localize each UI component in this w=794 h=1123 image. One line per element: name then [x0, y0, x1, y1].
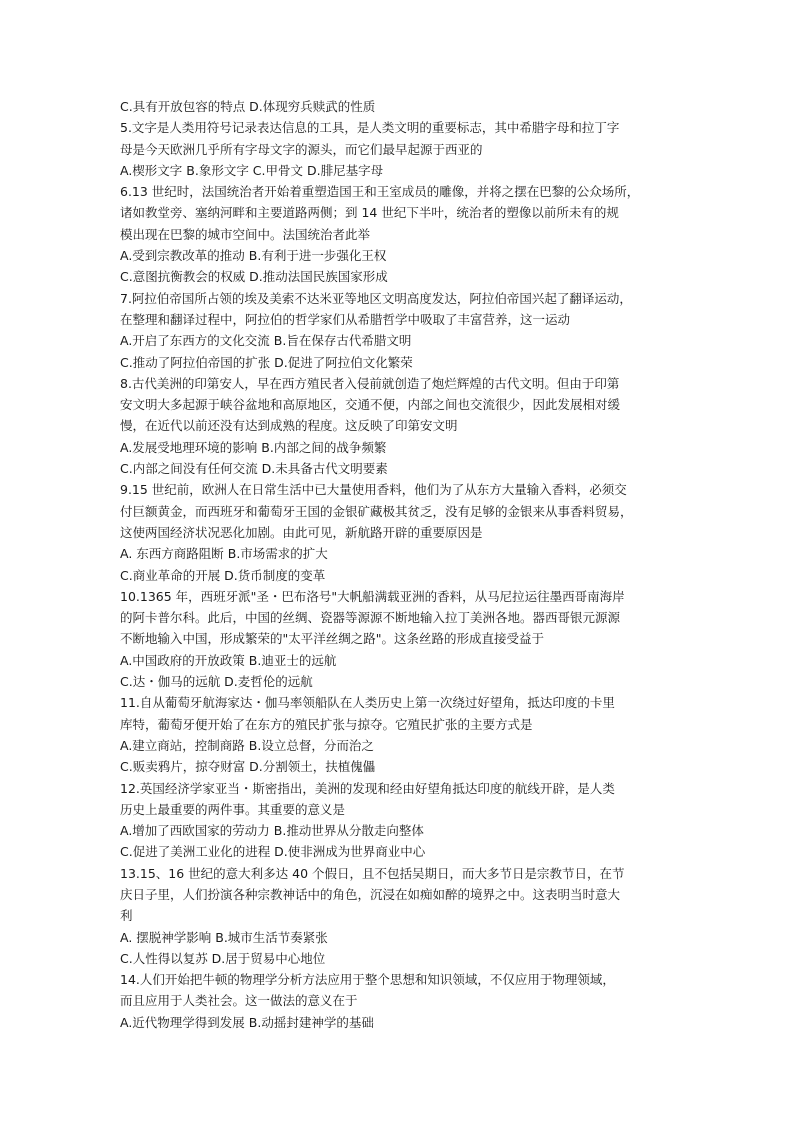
- question-9-options: C.商业革命的开展 D.货币制度的变革: [120, 567, 326, 583]
- text-line: 利: [120, 908, 133, 924]
- text-line: 付巨额黄金，而西班牙和葡萄牙王国的金银矿藏极其贫乏，没有足够的金银来从事香料贸易，: [120, 503, 633, 519]
- question-14-options: A.近代物理学得到发展 B.动摇封建神学的基础: [120, 1014, 374, 1030]
- text-line: 在整理和翻译过程中，阿拉伯的哲学家们从希腊哲学中吸取了丰富营养，这一运动: [120, 311, 571, 327]
- question-11-options: C.贩卖鸦片，掠夺财富 D.分割领土，扶植傀儡: [120, 759, 376, 775]
- text-line: 安文明大多起源于峡谷盆地和高原地区，交通不便，内部之间也交流很少，因此发展相对缓: [120, 397, 621, 413]
- question-13-options: C.人性得以复苏 D.居于贸易中心地位: [120, 950, 326, 966]
- question-6-options: C.意图抗衡教会的权威 D.推动法国民族国家形成: [120, 269, 388, 285]
- text-line: 慢，在近代以前还没有达到成熟的程度。这反映了印第安文明: [120, 418, 458, 434]
- question-10-options: C.达・伽马的远航 D.麦哲伦的远航: [120, 674, 313, 690]
- question-13-options: A. 摆脱神学影响 B.城市生活节奏紧张: [120, 929, 328, 945]
- question-8-stem: 8.古代美洲的印第安人，早在西方殖民者入侵前就创造了炮烂辉煌的古代文明。但由于印第: [120, 375, 620, 391]
- question-13-stem: 13.15、16 世纪的意大利多达 40 个假日，且不包括吴期日，而大多节日是宗教节日，在节: [120, 865, 625, 881]
- question-7-options: A.开启了东西方的文化交流 B.旨在保存古代希腊文明: [120, 333, 412, 349]
- question-12-options: A.增加了西欧国家的劳动力 B.推动世界从分散走向整体: [120, 823, 424, 839]
- text-line: 库特，葡萄牙便开始了在东方的殖民扩张与掠夺。它殖民扩张的主要方式是: [120, 716, 533, 732]
- question-9-options: A. 东西方商路阻断 B.市场需求的扩大: [120, 546, 328, 562]
- question-9-stem: 9.15 世纪前，欧洲人在日常生活中已大量使用香料，他们为了从东方大量输入香料，必须交: [120, 482, 627, 498]
- text-line: 的阿卡普尔科。此后，中国的丝绸、瓷器等源源不断地输入拉丁美洲各地。器西哥银元源源: [120, 610, 621, 626]
- text-line: 这使两国经济状况恶化加剧。由此可见，新航路开辟的重要原因是: [120, 524, 483, 540]
- question-8-options: A.发展受地理环境的影响 B.内部之间的战争频繁: [120, 439, 387, 455]
- text-line: 不断地输入中国，形成繁荣的"太平洋丝绸之路"。这条丝路的形成直接受益于: [120, 631, 545, 647]
- question-5-options: A.楔形文字 B.象形文字 C.甲骨文 D.腓尼基字母: [120, 162, 384, 178]
- text-line: 母是今天欧洲几乎所有字母文字的源头，而它们最早起源于西亚的: [120, 141, 483, 157]
- text-line: 而且应用于人类社会。这一做法的意义在于: [120, 993, 358, 1009]
- question-7-options: C.推动了阿拉伯帝国的扩张 D.促进了阿拉伯文化繁荣: [120, 354, 413, 370]
- question-11-options: A.建立商站，控制商路 B.设立总督，分而治之: [120, 737, 374, 753]
- text-line: 诸如教堂旁、塞纳河畔和主要道路两侧；到 14 世纪下半叶，统治者的塑像以前所未有的规: [120, 205, 619, 221]
- text-line: 历史上最重要的两件事。其重要的意义是: [120, 801, 346, 817]
- question-5-stem: 5.文字是人类用符号记录表达信息的工具，是人类文明的重要标志，其中希腊字母和拉丁字: [120, 120, 620, 136]
- question-6-options: A.受到宗教改革的推动 B.有利于进一步强化王权: [120, 248, 387, 264]
- text-line: 庆日子里，人们扮演各种宗教神话中的角色，沉浸在如痴如醉的境界之中。这表明当时意大: [120, 886, 621, 902]
- question-10-options: A.中国政府的开放政策 B.迪亚士的远航: [120, 652, 337, 668]
- question-6-stem: 6.13 世纪时，法国统治者开始着重塑造国王和王室成员的雕像，并将之摆在巴黎的公众场所，: [120, 184, 640, 200]
- question-12-stem: 12.英国经济学家亚当・斯密指出，美洲的发现和经由好望角抵达印度的航线开辟，是人类: [120, 780, 615, 796]
- question-7-stem: 7.阿拉伯帝国所占领的埃及美索不达米亚等地区文明高度发达，阿拉伯帝国兴起了翻译运动，: [120, 290, 632, 306]
- text-line: C.具有开放包容的特点 D.体现穷兵赎武的性质: [120, 99, 376, 114]
- question-14-stem: 14.人们开始把牛顿的物理学分析方法应用于整个思想和知识领域，不仅应用于物理领域，: [120, 972, 615, 988]
- question-12-options: C.促进了美洲工业化的进程 D.使非洲成为世界商业中心: [120, 844, 426, 860]
- question-10-stem: 10.1365 年，西班牙派"圣・巴布洛号"大帆船满载亚洲的香料，从马尼拉运往墨西哥南海岸: [120, 588, 625, 604]
- exam-page: [120, 96, 676, 1033]
- question-11-stem: 11.自从葡萄牙航海家达・伽马率领船队在人类历史上第一次绕过好望角，抵达印度的卡里: [120, 695, 615, 711]
- text-line: 模出现在巴黎的城市空间中。法国统治者此举: [120, 226, 371, 242]
- question-8-options: C.内部之间没有任何交流 D.未具备古代文明要素: [120, 461, 388, 477]
